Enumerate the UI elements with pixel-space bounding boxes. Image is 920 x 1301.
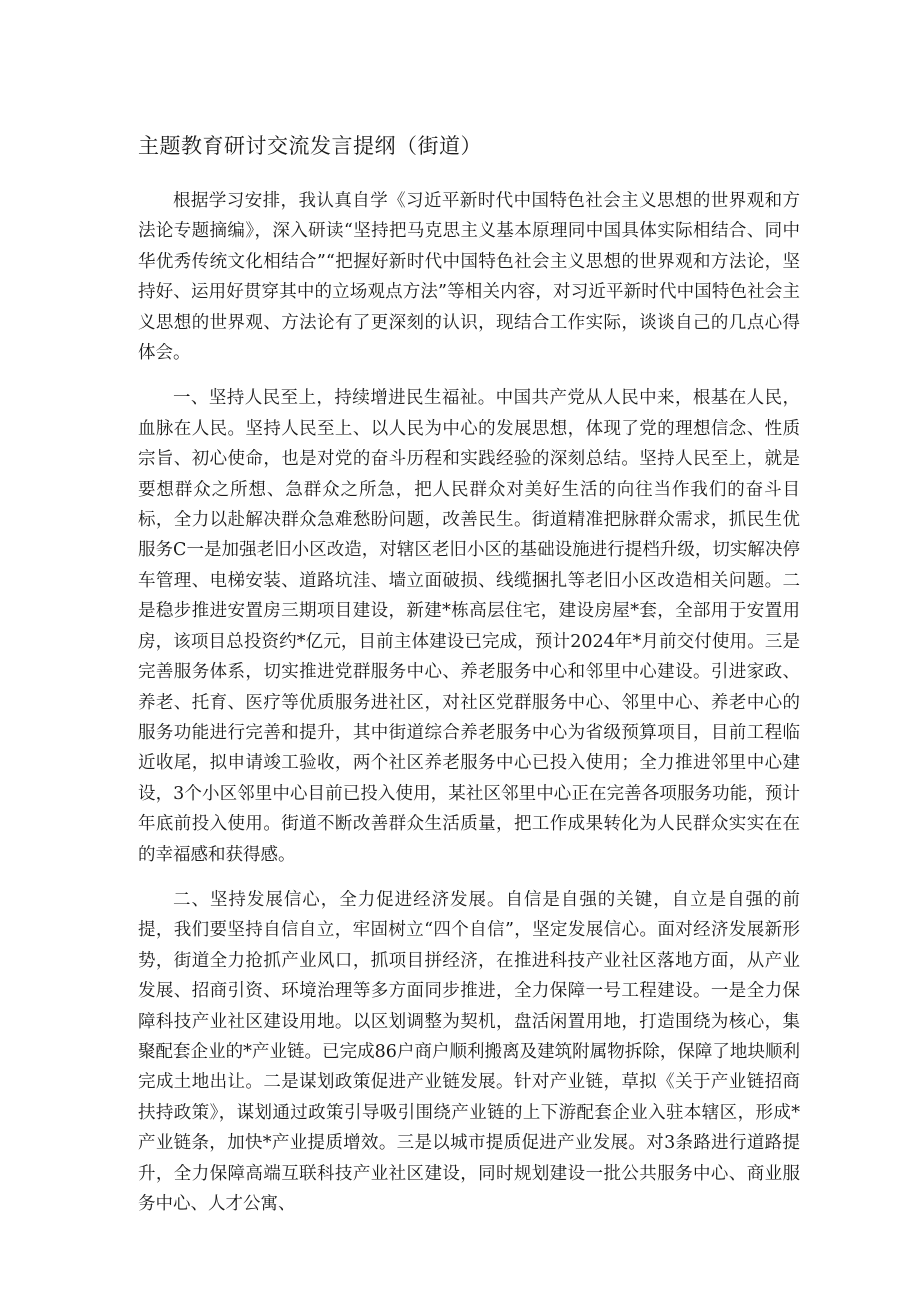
document-title: 主题教育研讨交流发言提纲（街道） <box>138 134 482 158</box>
document-body <box>138 186 800 1219</box>
paragraph-section-one: 一、坚持人民至上，持续增进民生福祉。中国共产党从人民中来，根基在人民，血脉在人民。坚持人民至上、以人民为中心的发展思想，体现了党的理想信念、性质宗旨、初心使命，也是对党的奋斗历程和实践经验的深刻总结。坚持人民至上，就是要想群众之所想、急群众之所急，把人民群众对美好生活的向往当作我们的奋斗目标，全力以赴解决群众急难愁盼问题，改善民生。街道精准把脉群众需求，抓民生优服务C一是加强老旧小区改造，对辖区老旧小区的基础设施进行提档升级，切实解决停车管理、电梯安装、道路坑洼、墙立面破损、线缆捆扎等老旧小区改造相关问题。二是稳步推进安置房三期项目建设，新建*栋高层住宅，建设房屋*套，全部用于安置用房，该项目总投资约*亿元，目前主体建设已完成，预计2024年*月前交付使用。三是完善服务体系，切实推进党群服务中心、养老服务中心和邻里中心建设。引进家政、养老、托育、医疗等优质服务进社区，对社区党群服务中心、邻里中心、养老中心的服务功能进行完善和提升，其中街道综合养老服务中心为省级预算项目，目前工程临近收尾，拟申请竣工验收，两个社区养老服务中心已投入使用；全力推进邻里中心建设，3个小区邻里中心目前已投入使用，某社区邻里中心正在完善各项服务功能，预计年底前投入使用。街道不断改善群众生活质量，把工作成果转化为人民群众实实在在的幸福感和获得感。 <box>138 388 800 865</box>
paragraph-intro: 根据学习安排，我认真自学《习近平新时代中国特色社会主义思想的世界观和方法论专题摘编》，深入研读“坚持把马克思主义基本原理同中国具体实际相结合、同中华优秀传统文化相结合”“把握好新时代中国特色社会主义思想的世界观和方法论，坚持好、运用好贯穿其中的立场观点方法”等相关内容，对习近平新时代中国特色社会主义思想的世界观、方法论有了更深刻的认识，现结合工作实际，谈谈自己的几点心得体会。 <box>138 191 800 364</box>
paragraph-section-two: 二、坚持发展信心，全力促进经济发展。自信是自强的关键，自立是自强的前提，我们要坚持自信自立，牢固树立“四个自信”，坚定发展信心。面对经济发展新形势，街道全力抢抓产业风口，抓项目拼经济，在推进科技产业社区落地方面，从产业发展、招商引资、环境治理等多方面同步推进，全力保障一号工程建设。一是全力保障科技产业社区建设用地。以区划调整为契机，盘活闲置用地，打造围绕为核心，集聚配套企业的*产业链。已完成86户商户顺利搬离及建筑附属物拆除，保障了地块顺利完成土地出让。二是谋划政策促进产业链发展。针对产业链，草拟《关于产业链招商扶持政策》，谋划通过政策引导吸引围绕产业链的上下游配套企业入驻本辖区，形成*产业链条，加快*产业提质增效。三是以城市提质促进产业发展。对3条路进行道路提升，全力保障高端互联科技产业社区建设，同时规划建设一批公共服务中心、商业服务中心、人才公寓、 <box>138 889 800 1214</box>
